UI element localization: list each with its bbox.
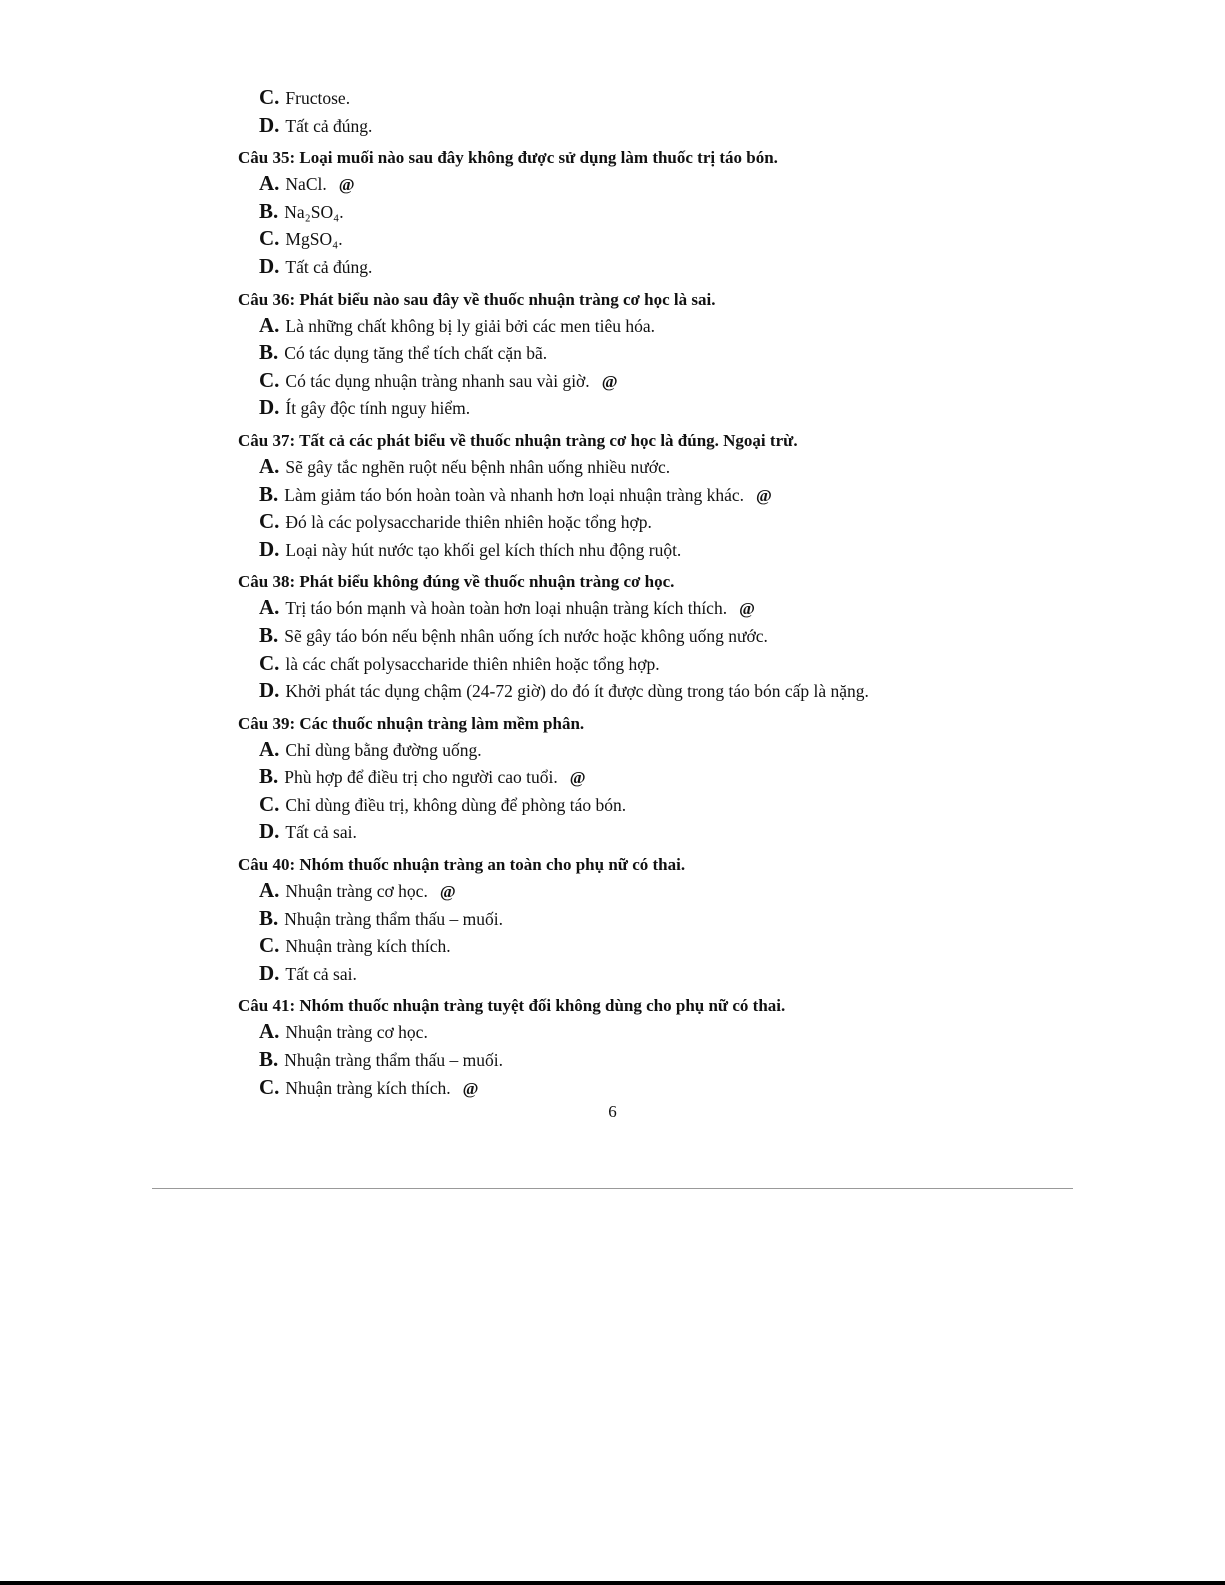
answer-option	[238, 650, 998, 678]
option-letter: B.	[259, 622, 279, 647]
question-39	[238, 714, 998, 846]
option-letter: D.	[259, 112, 280, 137]
option-text: Nhuận tràng cơ học.	[285, 1022, 428, 1043]
question-41	[238, 996, 998, 1101]
option-letter: A.	[259, 171, 280, 196]
answer-option	[238, 536, 998, 564]
answer-option	[238, 960, 998, 988]
option-text: Nhuận tràng kích thích.	[285, 1077, 451, 1098]
correct-answer-mark: @	[739, 599, 755, 619]
answer-option	[238, 312, 998, 340]
question-38	[238, 572, 998, 704]
answer-option	[238, 453, 998, 481]
correct-answer-mark: @	[462, 1078, 479, 1098]
question-title: Câu 41: Nhóm thuốc nhuận tràng tuyệt đối không dùng cho phụ nữ có thai.	[238, 996, 786, 1016]
page-divider	[152, 1188, 1073, 1189]
answer-option	[238, 1046, 998, 1074]
option-letter: C.	[259, 85, 280, 109]
question-35	[238, 148, 998, 280]
option-text: Phù hợp để điều trị cho người cao tuổi.	[284, 767, 558, 788]
answer-option	[238, 594, 998, 622]
option-letter: D.	[259, 253, 280, 278]
correct-answer-mark: @	[569, 768, 586, 788]
answer-option	[238, 1074, 998, 1102]
option-letter: C.	[259, 367, 280, 392]
option-letter: D.	[259, 960, 280, 985]
option-letter: B.	[259, 481, 279, 506]
option-text: Nhuận tràng thẩm thấu – muối.	[284, 908, 503, 929]
option-letter: B.	[259, 340, 279, 365]
option-text: Có tác dụng tăng thể tích chất cặn bã.	[284, 343, 548, 364]
option-text: Sẽ gây tắc nghẽn ruột nếu bệnh nhân uống nhiều nước.	[285, 456, 671, 477]
answer-option	[238, 791, 998, 819]
option-letter: C.	[259, 1074, 280, 1099]
page-number: 6	[608, 1102, 617, 1121]
answer-option	[238, 112, 998, 140]
answer-option	[238, 481, 998, 509]
option-letter: B.	[259, 764, 279, 789]
answer-option	[238, 622, 998, 650]
answer-option	[238, 84, 998, 112]
question-40	[238, 855, 998, 987]
option-text: Đó là các polysaccharide thiên nhiên hoặc tổng hợp.	[285, 512, 652, 533]
answer-option	[238, 736, 998, 764]
answer-option	[238, 170, 998, 198]
correct-answer-mark: @	[756, 485, 772, 505]
option-text: Loại này hút nước tạo khối gel kích thích nhu động ruột.	[285, 539, 682, 560]
option-text: Tất cả sai.	[285, 822, 357, 843]
answer-option	[238, 905, 998, 933]
answer-option	[238, 198, 998, 226]
question-36	[238, 290, 998, 422]
option-letter: C.	[259, 650, 280, 675]
question-title: Câu 40: Nhóm thuốc nhuận tràng an toàn cho phụ nữ có thai.	[238, 855, 686, 875]
question-continued	[238, 84, 998, 139]
option-letter: A.	[259, 1019, 280, 1044]
option-text: là các chất polysaccharide thiên nhiên hoặc tổng hợp.	[285, 653, 660, 674]
document-body	[238, 84, 998, 1101]
option-letter: D.	[259, 678, 280, 703]
answer-option	[238, 677, 998, 705]
answer-option	[238, 508, 998, 536]
option-letter: D.	[259, 536, 280, 561]
option-text: Làm giảm táo bón hoàn toàn và nhanh hơn loại nhuận tràng khác.	[284, 484, 745, 505]
option-letter: C.	[259, 791, 280, 816]
answer-option	[238, 253, 998, 281]
option-text: NaCl.	[285, 174, 327, 195]
option-text: Tất cả đúng.	[285, 115, 373, 136]
option-text: Sẽ gây táo bón nếu bệnh nhân uống ích nước hoặc không uống nước.	[284, 625, 768, 646]
option-letter: B.	[259, 198, 279, 223]
answer-option	[238, 818, 998, 846]
answer-option	[238, 763, 998, 791]
answer-option	[238, 225, 998, 253]
question-title: Câu 37: Tất cả các phát biểu về thuốc nhuận tràng cơ học là đúng. Ngoại trừ.	[238, 430, 798, 450]
question-title: Câu 36: Phát biểu nào sau đây về thuốc nhuận tràng cơ học là sai.	[238, 289, 716, 309]
correct-answer-mark: @	[338, 175, 355, 195]
option-text: Trị táo bón mạnh và hoàn toàn hơn loại nhuận tràng kích thích.	[285, 598, 728, 619]
option-text: Na₂SO₄.	[284, 201, 344, 222]
option-text: MgSO₄.	[285, 229, 343, 250]
option-text: Là những chất không bị ly giải bởi các men tiêu hóa.	[285, 315, 656, 336]
correct-answer-mark: @	[601, 371, 618, 391]
question-title: Câu 35: Loại muối nào sau đây không được sử dụng làm thuốc trị táo bón.	[238, 148, 778, 168]
answer-option	[238, 394, 998, 422]
answer-option	[238, 932, 998, 960]
bottom-edge-bar	[0, 1581, 1225, 1585]
option-letter: A.	[259, 453, 280, 478]
option-letter: B.	[259, 905, 279, 930]
option-letter: C.	[259, 226, 280, 251]
option-letter: A.	[259, 595, 280, 620]
answer-option	[238, 367, 998, 395]
option-letter: A.	[259, 878, 280, 903]
option-letter: C.	[259, 933, 280, 958]
option-letter: C.	[259, 509, 280, 534]
option-letter: A.	[259, 736, 280, 761]
option-text: Ít gây độc tính nguy hiểm.	[285, 398, 471, 419]
question-37	[238, 431, 998, 563]
option-letter: D.	[259, 395, 280, 420]
option-text: Có tác dụng nhuận tràng nhanh sau vài giờ.	[285, 370, 590, 391]
option-text: Tất cả sai.	[285, 963, 357, 984]
question-title: Câu 38: Phát biểu không đúng về thuốc nhuận tràng cơ học.	[238, 572, 675, 592]
question-title: Câu 39: Các thuốc nhuận tràng làm mềm phân.	[238, 713, 585, 733]
answer-option	[238, 1018, 998, 1046]
option-letter: D.	[259, 819, 280, 844]
option-text: Tất cả đúng.	[285, 256, 373, 277]
option-text: Chỉ dùng điều trị, không dùng để phòng táo bón.	[285, 794, 627, 815]
option-text: Nhuận tràng kích thích.	[285, 936, 451, 957]
option-text: Nhuận tràng thẩm thấu – muối.	[284, 1050, 503, 1071]
option-text: Fructose.	[285, 88, 351, 108]
option-letter: A.	[259, 312, 280, 337]
option-letter: B.	[259, 1047, 279, 1072]
option-text: Khởi phát tác dụng chậm (24-72 giờ) do đó ít được dùng trong táo bón cấp là nặng.	[285, 681, 869, 702]
answer-option	[238, 339, 998, 367]
correct-answer-mark: @	[439, 882, 456, 902]
option-text: Nhuận tràng cơ học.	[285, 881, 428, 902]
option-text: Chỉ dùng bằng đường uống.	[285, 739, 482, 760]
answer-option	[238, 877, 998, 905]
